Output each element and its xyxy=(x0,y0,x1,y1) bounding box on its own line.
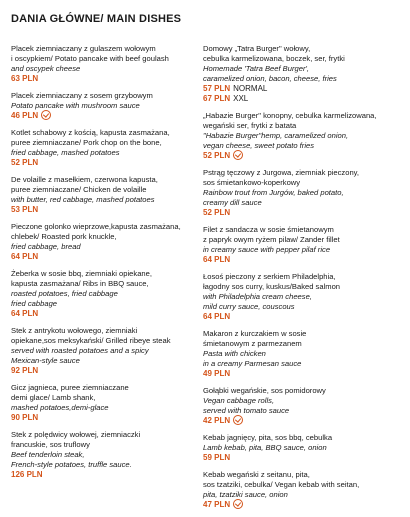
item-price: 63 PLN xyxy=(11,74,39,83)
item-en: fried cabbage xyxy=(11,299,58,309)
menu-item xyxy=(11,326,197,376)
size-label: XXL xyxy=(233,94,249,103)
item-pl: Pieczone golonko wieprzowe,kapusta zasmażana, xyxy=(11,222,181,232)
menu-item xyxy=(11,175,197,215)
item-pl: Stek z antrykotu wołowego, ziemniaki xyxy=(11,326,138,336)
page-title: DANIA GŁÓWNE/ MAIN DISHES xyxy=(11,13,182,25)
item-en: Potato pancake with mushroom sauce xyxy=(11,101,140,110)
item-price: 67 PLN XXL xyxy=(203,94,249,103)
item-pl: Kotlet schabowy z kością, kapusta zasmażana, xyxy=(11,128,170,138)
item-pl: „Habazie Burger" konopny, cebulka karmelizowana, xyxy=(203,111,377,120)
vegan-icon xyxy=(233,415,243,425)
item-pl: Placek ziemniaczany z gulaszem wołowym xyxy=(11,44,156,53)
item-price: 52 PLN xyxy=(203,208,231,218)
item-pl: wegański ser, frytki z batata xyxy=(203,121,297,130)
item-en: and oscypek cheese xyxy=(11,64,81,73)
item-price: 52 PLN xyxy=(203,151,403,161)
item-pl: Filet z sandacza w sosie śmietanowym xyxy=(203,225,334,235)
item-price: 92 PLN xyxy=(11,366,39,376)
item-pl: Domowy „Tatra Burger" wołowy, xyxy=(203,44,311,53)
item-en: pita, tzatziki sauce, onion xyxy=(203,490,288,500)
menu-item xyxy=(203,272,403,322)
menu-item xyxy=(203,111,403,161)
item-en: Vegan cabbage rolls, xyxy=(203,396,275,406)
vegan-icon xyxy=(233,150,243,160)
item-en: Homemade 'Tatra Beef Burger', xyxy=(203,64,310,73)
item-en: "Habazie Burger"hemp, caramelized onion, xyxy=(203,131,349,140)
item-en: French-style potatoes, truffle sauce. xyxy=(11,460,132,470)
item-pl: Żeberka w sosie bbq, ziemniaki opiekane, xyxy=(11,269,152,279)
menu-item xyxy=(11,269,197,319)
item-pl: Makaron z kurczakiem w sosie xyxy=(203,329,307,339)
item-price: 49 PLN xyxy=(203,369,231,379)
item-pl: sos tzatziki, cebulka/ Vegan kebab with seitan, xyxy=(203,480,360,490)
item-en: roasted potatoes, fried cabbage xyxy=(11,289,118,299)
item-pl: De volaille z masełkiem, czerwona kapusta, xyxy=(11,175,158,185)
item-pl: i oscypkiem/ Potato pancake with beef goulash xyxy=(11,54,169,63)
item-en: vegan cheese, sweet potato fries xyxy=(203,141,315,150)
menu-item xyxy=(203,433,403,463)
menu-item xyxy=(11,383,197,423)
item-pl: Kebab wegański z seitanu, pita, xyxy=(203,470,310,480)
item-pl: cebulka karmelizowana, boczek, ser, frytki xyxy=(203,54,345,63)
item-pl: z papryk owym ryżem pilaw/ Zander fillet xyxy=(203,235,340,245)
item-en: caramelized onion, bacon, cheese, fries xyxy=(203,74,337,83)
item-price: 53 PLN xyxy=(11,205,39,215)
item-en: with butter, red cabbage, mashed potatoes xyxy=(11,195,155,205)
item-en: served with tomato sauce xyxy=(203,406,290,416)
item-en: fried cabbage, mashed potatoes xyxy=(11,148,120,158)
menu-item xyxy=(203,386,403,426)
right-column xyxy=(203,44,403,517)
item-pl: francuskie, sos truflowy xyxy=(11,440,90,450)
menu-item xyxy=(203,225,403,265)
menu-item xyxy=(11,44,197,84)
item-en: Beef tenderloin steak, xyxy=(11,450,85,460)
item-price: 57 PLN NORMAL xyxy=(203,84,268,93)
item-pl: opiekane,sos meksykański/ Grilled ribeye steak xyxy=(11,336,171,346)
item-pl: puree ziemniaczane/ Pork chop on the bone, xyxy=(11,138,162,148)
item-pl: Stek z polędwicy wołowej, ziemniaczki xyxy=(11,430,141,440)
item-price: 90 PLN xyxy=(11,413,39,423)
item-pl: chlebek/ Roasted pork knuckle, xyxy=(11,232,117,242)
item-price: 42 PLN xyxy=(203,416,403,426)
item-pl: demi glace/ Lamb shank, xyxy=(11,393,96,403)
item-price: 64 PLN xyxy=(11,309,39,319)
vegan-icon xyxy=(41,110,51,120)
item-en: creamy dill sauce xyxy=(203,198,262,208)
item-en: mild curry sauce, couscous xyxy=(203,302,295,312)
left-column xyxy=(11,44,197,487)
item-pl: puree ziemniaczane/ Chicken de volaille xyxy=(11,185,147,195)
menu-item xyxy=(203,168,403,218)
menu-item xyxy=(203,329,403,379)
menu-item xyxy=(11,430,197,480)
item-price: 59 PLN xyxy=(203,453,231,463)
item-en: Mexican-style sauce xyxy=(11,356,80,366)
item-price: 64 PLN xyxy=(203,255,231,265)
item-en: Pasta with chicken xyxy=(203,349,266,359)
menu-item xyxy=(203,44,403,104)
menu-item xyxy=(11,91,197,121)
item-pl: Kebab jagnięcy, pita, sos bbq, cebulka xyxy=(203,433,333,443)
size-label: NORMAL xyxy=(233,84,268,93)
item-en: with Philadelphia cream cheese, xyxy=(203,292,312,302)
item-price: 47 PLN xyxy=(203,500,403,510)
menu-item xyxy=(11,222,197,262)
item-pl: sos śmietankowo-koperkowy xyxy=(203,178,301,188)
menu-item xyxy=(11,128,197,168)
item-pl: Łosoś pieczony z serkiem Philadelphia, xyxy=(203,272,336,282)
item-en: in a creamy Parmesan sauce xyxy=(203,359,302,369)
vegan-icon xyxy=(233,499,243,509)
item-pl: Placek ziemniaczany z sosem grzybowym xyxy=(11,91,153,100)
item-pl: kapusta zasmażana/ Ribs in BBQ sauce, xyxy=(11,279,149,289)
item-en: in creamy sauce with pepper pilaf rice xyxy=(203,245,331,255)
item-pl: Gicz jagnieca, puree ziemniaczane xyxy=(11,383,129,393)
item-en: Rainbow trout from Jurgów, baked potato, xyxy=(203,188,344,198)
item-pl: łagodny sos curry, kuskus/Baked salmon xyxy=(203,282,341,292)
item-pl: śmietanowym z parmezanem xyxy=(203,339,302,349)
item-en: Lamb kebab, pita, BBQ sauce, onion xyxy=(203,443,327,453)
item-price: 126 PLN xyxy=(11,470,43,480)
item-pl: Gołąbki wegańskie, sos pomidorowy xyxy=(203,386,326,396)
menu-item xyxy=(203,470,403,510)
item-price: 64 PLN xyxy=(203,312,231,322)
item-price: 46 PLN xyxy=(11,111,197,121)
item-price: 64 PLN xyxy=(11,252,39,262)
item-en: mashed potatoes,demi-glace xyxy=(11,403,109,413)
item-en: served with roasted potatoes and a spicy xyxy=(11,346,149,356)
item-price: 52 PLN xyxy=(11,158,39,168)
item-pl: Pstrąg tęczowy z Jurgowa, ziemniak pieczony, xyxy=(203,168,360,178)
item-en: fried cabbage, bread xyxy=(11,242,81,252)
